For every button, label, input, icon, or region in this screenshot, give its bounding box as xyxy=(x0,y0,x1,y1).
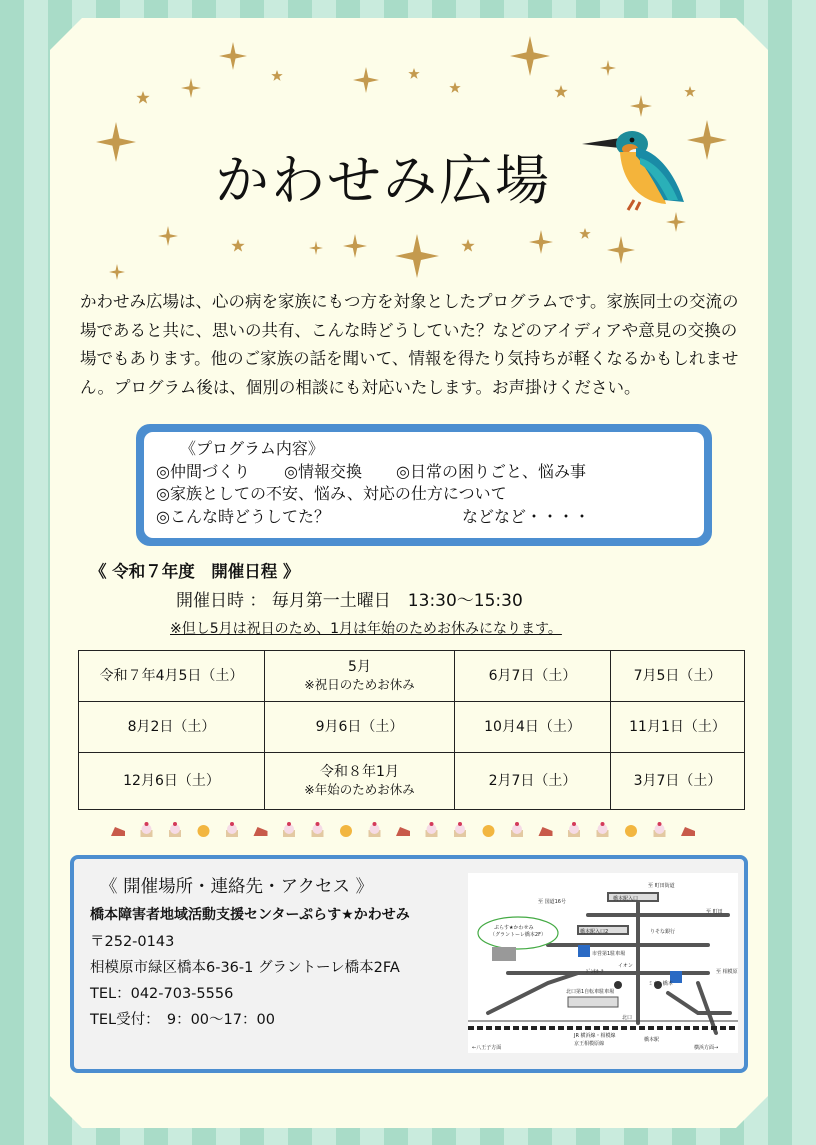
sweet-icon xyxy=(454,822,466,837)
sweet-icon xyxy=(597,822,609,837)
sweet-icon xyxy=(681,827,695,836)
table-cell: 5月 ※祝日のためお休み xyxy=(265,651,455,702)
sweet-icon xyxy=(625,825,637,837)
map-label: ﾄﾞﾝｷﾎｰﾃ xyxy=(586,969,604,975)
table-row xyxy=(79,702,745,753)
program-box xyxy=(136,424,712,546)
table-cell: 令和７年4月5日（土） xyxy=(79,651,265,702)
page-title: かわせみ広場 xyxy=(215,149,551,212)
sweet-icon xyxy=(141,822,153,837)
map-label: 至 相模原 xyxy=(716,969,738,975)
sweet-icon xyxy=(198,825,210,837)
sweet-icon xyxy=(111,827,125,836)
table-cell: 令和８年1月 ※年始のためお休み xyxy=(265,753,455,810)
map-label: 至 国道16号 xyxy=(538,899,566,905)
sweets-divider-decoration xyxy=(110,820,710,842)
map-label: JR 横浜線・相模線 xyxy=(574,1033,616,1039)
kingfisher-illustration xyxy=(580,122,690,212)
sweet-icon xyxy=(396,827,410,836)
program-item: ◎こんな時どうしてた？ xyxy=(156,506,330,526)
map-label: 橋本駅入口 xyxy=(613,896,639,902)
table-cell: 10月4日（土） xyxy=(455,702,611,753)
table-cell: 9月6日（土） xyxy=(265,702,455,753)
sweet-icon xyxy=(654,822,666,837)
sweet-icon xyxy=(483,825,495,837)
access-title: 《 開催場所・連絡先・アクセス 》 xyxy=(100,877,374,897)
access-map xyxy=(468,873,738,1053)
table-cell: 11月1日（土） xyxy=(611,702,745,753)
program-heading: 《プログラム内容》 xyxy=(180,439,324,458)
table-cell: 8月2日（土） xyxy=(79,702,265,753)
map-label: 至 町田街道 xyxy=(648,883,675,889)
table-cell: 6月7日（土） xyxy=(455,651,611,702)
table-row xyxy=(79,651,745,702)
sweet-icon xyxy=(539,827,553,836)
sweet-icon xyxy=(568,822,580,837)
organization-name: 橋本障害者地域活動支援センターぷらす★かわせみ xyxy=(90,907,410,923)
table-cell: 12月6日（土） xyxy=(79,753,265,810)
map-label: りそな銀行 xyxy=(650,929,676,935)
map-label: ぷらす★かわせみ xyxy=(494,925,534,931)
map-label: 市営第1駐車場 xyxy=(592,951,626,957)
map-label: 京王相模原線 xyxy=(574,1041,605,1047)
sweet-icon xyxy=(426,822,438,837)
sweet-icon xyxy=(169,822,181,837)
table-cell: 3月7日（土） xyxy=(611,753,745,810)
access-box xyxy=(70,855,748,1073)
sweet-icon xyxy=(226,822,238,837)
table-row xyxy=(79,753,745,810)
map-label: ミウィ橋本 xyxy=(648,981,673,987)
sweet-icon xyxy=(312,822,324,837)
intro-paragraph: かわせみ広場は、心の病を家族にもつ方を対象としたプログラムです。家族同士の交流の場であると共に、思いの共有、こんな時どうしていた？などのアイディアや意見の交換の場でもあります。他のご家族の話を聞いて、情報を得たり気持ちが軽くなるかもしれません。プログラム後は、個別の相談にも対応いたします。お声掛けください。 xyxy=(80,292,739,397)
map-label: 橋本駅 xyxy=(644,1037,660,1043)
sweet-icon xyxy=(254,827,268,836)
program-item: ◎家族としての不安、悩み、対応の仕方について xyxy=(156,484,507,503)
schedule-title: 《 令和７年度 開催日程 》 xyxy=(90,562,300,581)
map-label: （グラントーレ橋本2F） xyxy=(490,932,546,938)
map-label: 至 町田 xyxy=(706,909,723,915)
map-label: 北口第1自転車駐車場 xyxy=(566,989,615,995)
program-item: ◎情報交換 xyxy=(284,461,362,481)
schedule-table xyxy=(78,650,745,810)
program-item: ◎仲間づくり xyxy=(156,461,250,481)
postal-code: 〒252-0143 xyxy=(90,934,175,950)
program-item: ◎日常の困りごと、悩み事 xyxy=(396,461,586,481)
program-item: などなど・・・・ xyxy=(462,506,591,526)
phone-hours: TEL受付： 9：00～17：00 xyxy=(90,1012,275,1028)
map-label: ←八王子方面 xyxy=(472,1045,502,1051)
map-label: イオン xyxy=(618,963,633,969)
schedule-note: ※但し5月は祝日のため、1月は年始のためお休みになります。 xyxy=(170,621,562,637)
sweet-icon xyxy=(283,822,295,837)
sweet-icon xyxy=(340,825,352,837)
map-label: 橋本駅入口2 xyxy=(580,929,609,935)
map-label: 横浜方面→ xyxy=(694,1045,719,1051)
address: 相模原市緑区橋本6-36-1 グラントーレ橋本2FA xyxy=(90,960,400,976)
sweet-icon xyxy=(511,822,523,837)
phone-number: TEL：042-703-5556 xyxy=(90,986,234,1002)
table-cell: 7月5日（土） xyxy=(611,651,745,702)
schedule-time: 開催日時 ： 毎月第一土曜日 13:30～15:30 xyxy=(176,591,523,611)
sweet-icon xyxy=(369,822,381,837)
table-cell: 2月7日（土） xyxy=(455,753,611,810)
map-label: 北口 xyxy=(622,1015,633,1021)
